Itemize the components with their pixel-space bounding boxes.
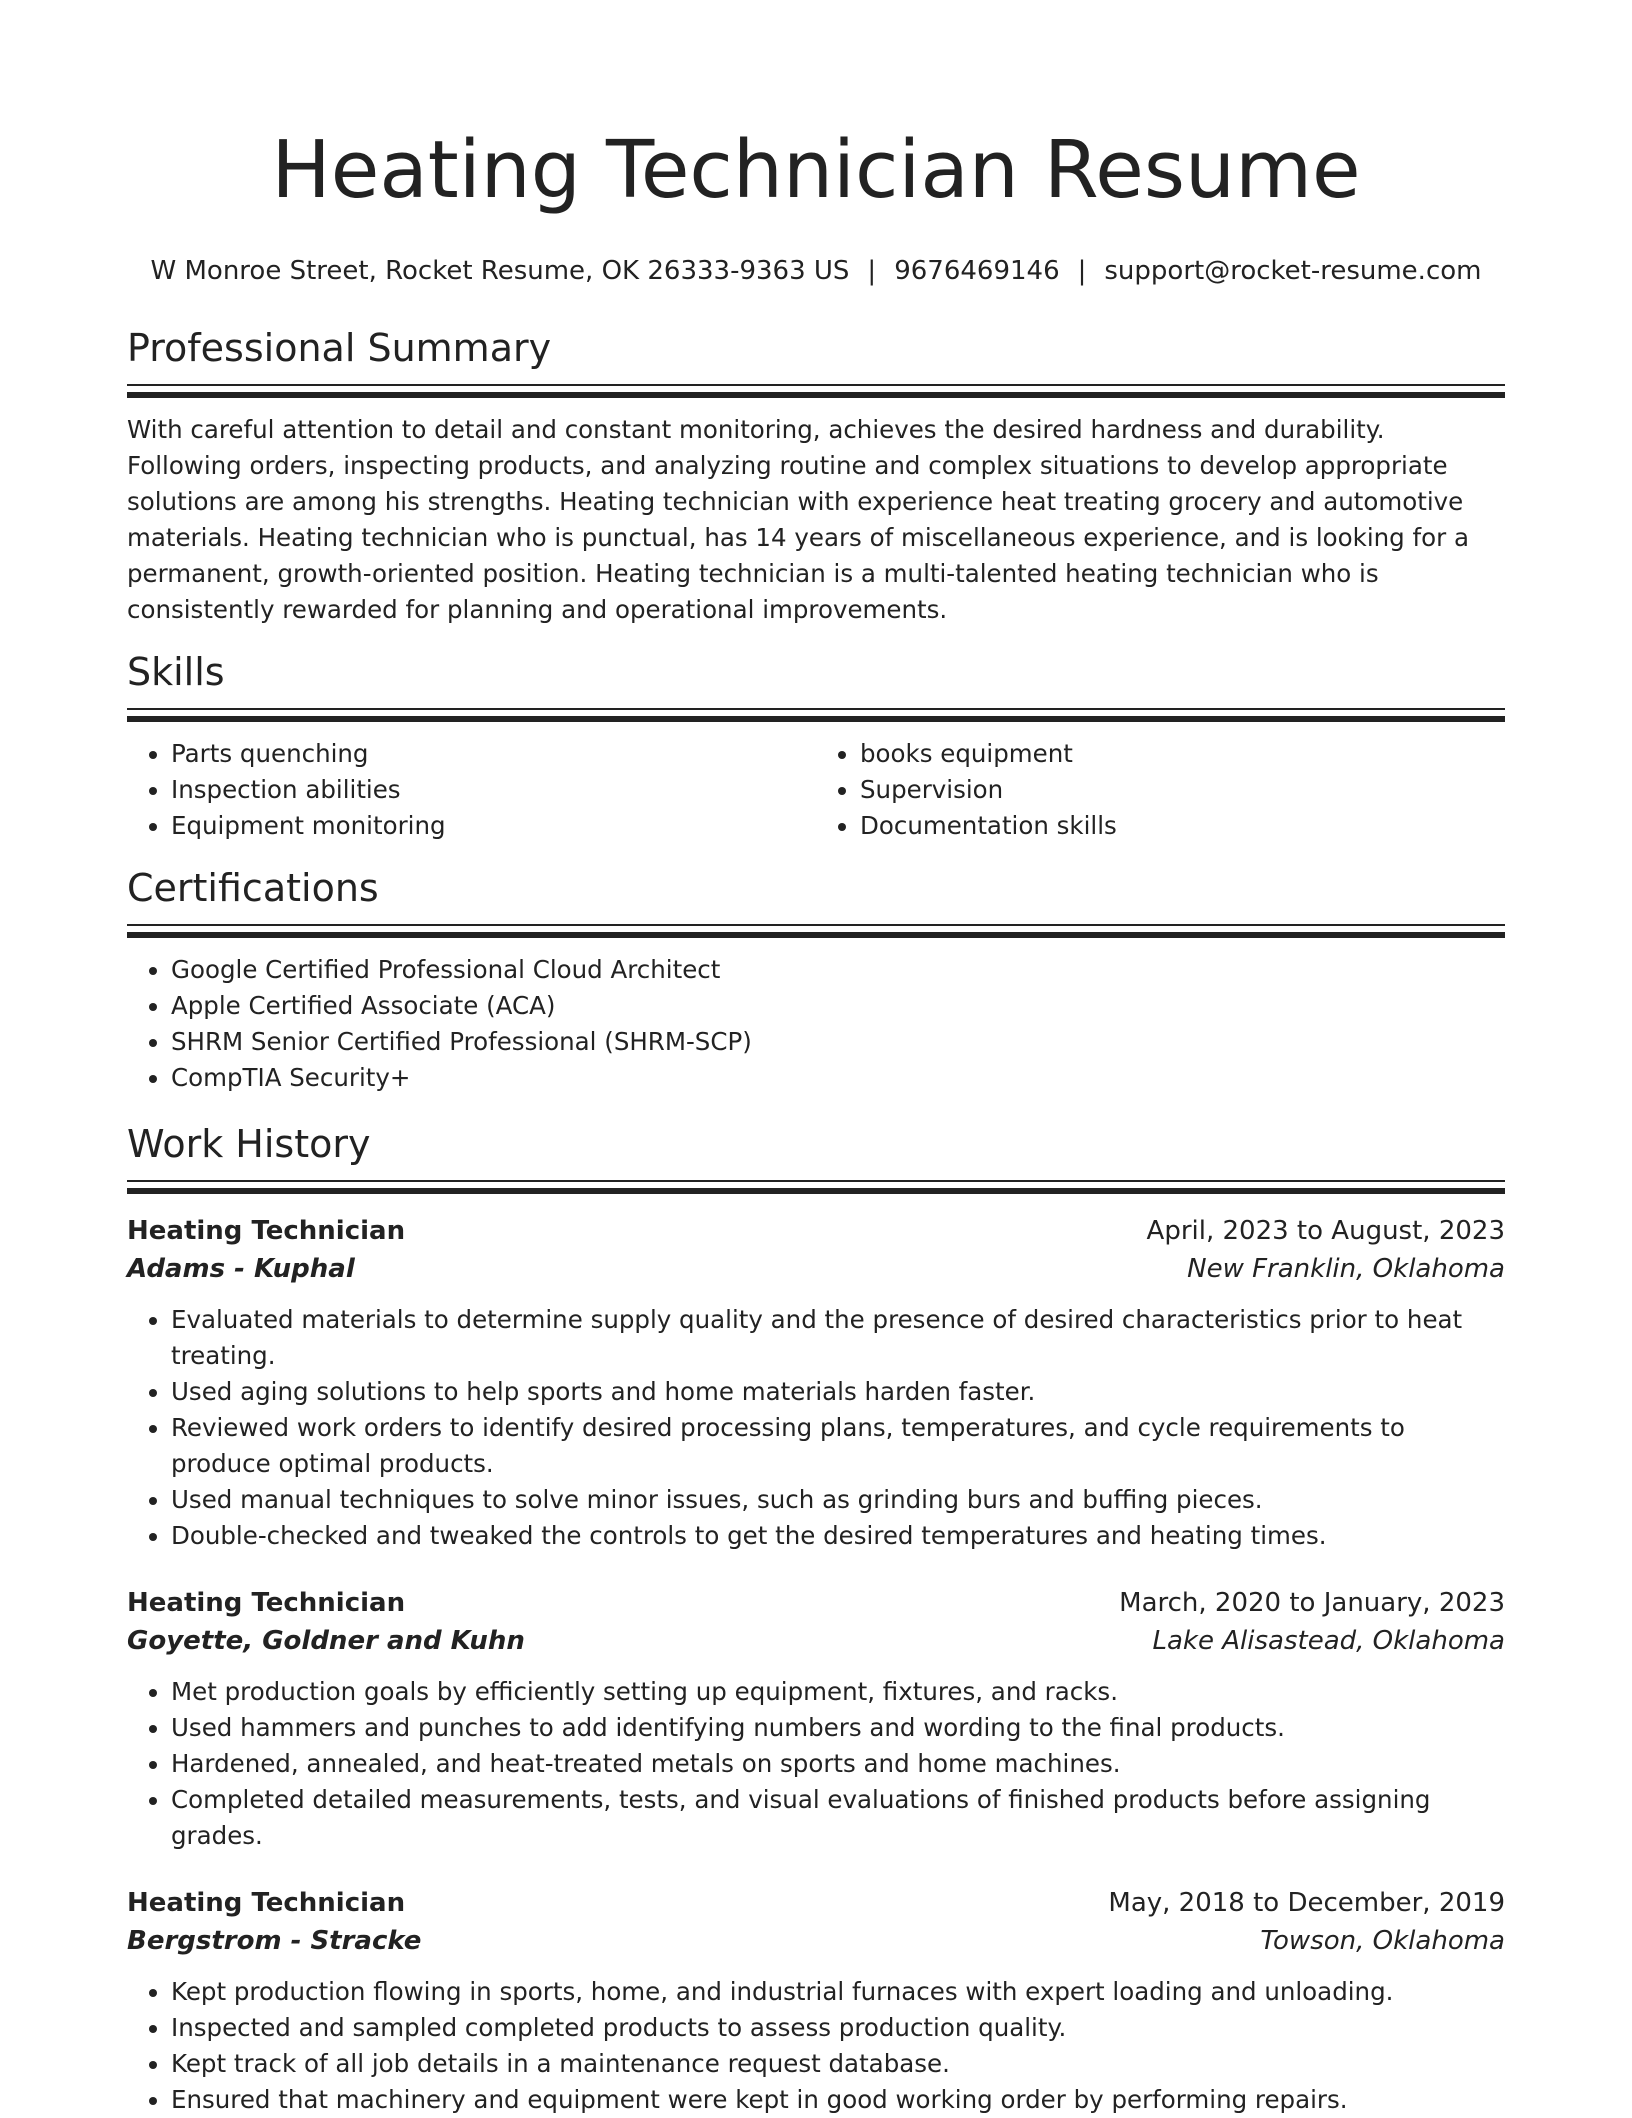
certification-item: • SHRM Senior Certified Professional (SHRM-SCP)	[171, 1024, 1505, 1060]
job-title: Heating Technician	[127, 1216, 406, 1246]
job-bullet: • Met production goals by efficiently setting up equipment, fixtures, and racks.	[171, 1674, 1505, 1710]
certifications-list	[127, 952, 1505, 1096]
job-title: Heating Technician	[127, 1888, 406, 1918]
job-subheader-row	[127, 1622, 1505, 1660]
job-header-row	[127, 1212, 1505, 1250]
job-title: Heating Technician	[127, 1588, 406, 1618]
contact-line	[127, 254, 1505, 288]
job-entry	[127, 1212, 1505, 1554]
certification-item: • Apple Certified Associate (ACA)	[171, 988, 1505, 1024]
job-bullet: • Used aging solutions to help sports and home materials harden faster.	[171, 1374, 1505, 1410]
skill-item: • Inspection abilities	[171, 772, 816, 808]
job-company: Bergstrom - Stracke	[127, 1926, 422, 1956]
job-bullet: • Reviewed work orders to identify desired processing plans, temperatures, and cycle requirements to produce optimal products.	[171, 1410, 1505, 1482]
certification-item: • CompTIA Security+	[171, 1060, 1505, 1096]
job-subheader-row	[127, 1922, 1505, 1960]
job-location: Towson, Oklahoma	[1260, 1926, 1505, 1956]
job-dates: April, 2023 to August, 2023	[1146, 1216, 1505, 1246]
job-bullet: • Evaluated materials to determine supply quality and the presence of desired characteristics prior to heat treating.	[171, 1302, 1505, 1374]
job-company: Adams - Kuphal	[127, 1254, 355, 1284]
skill-item: • books equipment	[860, 736, 1505, 772]
certification-item: • Google Certified Professional Cloud Architect	[171, 952, 1505, 988]
job-bullets	[127, 1974, 1505, 2118]
contact-separator: |	[1077, 256, 1087, 286]
resume-title: Heating Technician Resume	[271, 124, 1361, 216]
job-bullet: • Hardened, annealed, and heat-treated metals on sports and home machines.	[171, 1746, 1505, 1782]
contact-email: support@rocket-resume.com	[1104, 256, 1482, 286]
summary-section	[127, 324, 1505, 628]
work-history-section	[127, 1120, 1505, 2118]
section-heading-work-history: Work History	[127, 1122, 371, 1166]
contact-separator: |	[867, 256, 877, 286]
job-entry	[127, 1884, 1505, 2118]
job-bullet: • Inspected and sampled completed products to assess production quality.	[171, 2010, 1505, 2046]
section-divider	[127, 708, 1505, 722]
section-heading-skills: Skills	[127, 650, 225, 694]
job-dates: May, 2018 to December, 2019	[1108, 1888, 1505, 1918]
section-divider	[127, 384, 1505, 398]
skills-section	[127, 648, 1505, 844]
contact-address: W Monroe Street, Rocket Resume, OK 26333-9363 US	[150, 256, 850, 286]
skills-list-left	[127, 736, 816, 844]
section-heading-summary: Professional Summary	[127, 326, 552, 370]
job-entry	[127, 1584, 1505, 1854]
skill-item: • Parts quenching	[171, 736, 816, 772]
section-divider	[127, 1180, 1505, 1194]
summary-text: With careful attention to detail and constant monitoring, achieves the desired hardness and durability. Following orders, inspecting products, and analyzing routine and complex situations to develop appropriate solutions are among his strengths. Heating technician with experience heat treating grocery and automotive materials. Heating technician who is punctual, has 14 years of miscellaneous experience, and is looking for a permanent, growth-oriented position. Heating technician is a multi-talented heating technician who is consistently rewarded for planning and operational improvements.	[127, 415, 1470, 624]
job-bullet: • Used manual techniques to solve minor issues, such as grinding burs and buffing pieces.	[171, 1482, 1505, 1518]
job-bullets	[127, 1302, 1505, 1554]
job-subheader-row	[127, 1250, 1505, 1288]
job-header-row	[127, 1884, 1505, 1922]
skill-item: • Documentation skills	[860, 808, 1505, 844]
skills-grid	[127, 736, 1505, 844]
job-bullet: • Completed detailed measurements, tests, and visual evaluations of finished products before assigning grades.	[171, 1782, 1505, 1854]
contact-phone: 9676469146	[894, 256, 1060, 286]
section-divider	[127, 924, 1505, 938]
job-dates: March, 2020 to January, 2023	[1119, 1588, 1505, 1618]
job-bullet: • Kept production flowing in sports, home, and industrial furnaces with expert loading and unloading.	[171, 1974, 1505, 2010]
job-bullets	[127, 1674, 1505, 1854]
job-location: Lake Alisastead, Oklahoma	[1152, 1626, 1505, 1656]
skill-item: • Equipment monitoring	[171, 808, 816, 844]
job-company: Goyette, Goldner and Kuhn	[127, 1626, 525, 1656]
section-heading-certifications: Certifications	[127, 866, 379, 910]
job-bullet: • Ensured that machinery and equipment were kept in good working order by performing repairs.	[171, 2082, 1505, 2118]
skill-item: • Supervision	[860, 772, 1505, 808]
job-bullet: • Used hammers and punches to add identifying numbers and wording to the final products.	[171, 1710, 1505, 1746]
job-bullet: • Kept track of all job details in a maintenance request database.	[171, 2046, 1505, 2082]
skills-list-right	[816, 736, 1505, 844]
job-header-row	[127, 1584, 1505, 1622]
job-bullet: • Double-checked and tweaked the controls to get the desired temperatures and heating times.	[171, 1518, 1505, 1554]
certifications-section	[127, 864, 1505, 1096]
job-location: New Franklin, Oklahoma	[1187, 1254, 1505, 1284]
